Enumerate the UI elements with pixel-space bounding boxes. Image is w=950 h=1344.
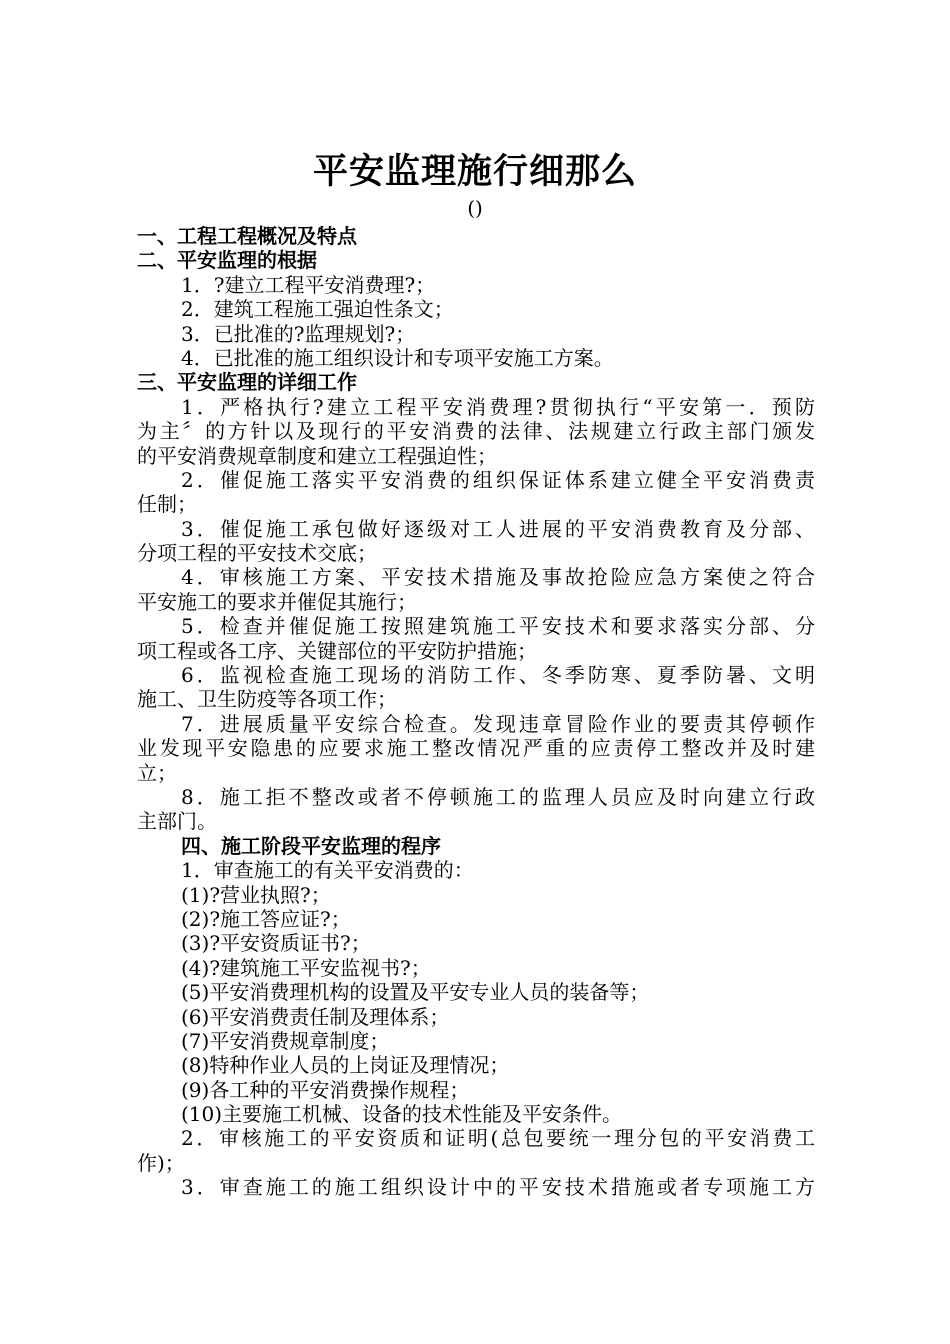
paragraph-line: 5．检查并催促施工按照建筑施工平安技术和要求落实分部、分 — [181, 614, 815, 639]
paragraph-line: 任制； — [137, 492, 197, 517]
procedure-line: 2．审核施工的平安资质和证明(总包要统一理分包的平安消费工 — [181, 1126, 815, 1151]
document-title: 平安监理施行细那么 — [312, 151, 637, 192]
review-item: (6)平安消费责任制及理体系； — [181, 1004, 450, 1029]
review-item: (8)特种作业人员的上岗证及理情况； — [181, 1053, 510, 1078]
review-item: (10)主要施工机械、设备的技术性能及平安条件。 — [181, 1102, 623, 1127]
section-heading-1: 一、工程工程概况及特点 — [137, 224, 357, 248]
paragraph-line: 4．审核施工方案、平安技术措施及事故抢险应急方案使之符合 — [181, 565, 815, 590]
paragraph-line: 施工、卫生防疫等各项工作； — [137, 687, 397, 712]
section-heading-4: 四、施工阶段平安监理的程序 — [181, 833, 441, 858]
review-item: (5)平安消费理机构的设置及平安专业人员的装备等； — [181, 980, 650, 1005]
procedure-line: 1．审查施工的有关平安消费的： — [181, 858, 474, 883]
paragraph-line: 1．严格执行?建立工程平安消费理?贯彻执行“平安第一．预防 — [181, 394, 815, 419]
paragraph-line: 2．催促施工落实平安消费的组织保证体系建立健全平安消费责 — [181, 467, 815, 492]
document-subtitle: () — [467, 196, 483, 220]
procedure-line: 作)； — [137, 1150, 185, 1175]
paragraph-line: 6．监视检查施工现场的消防工作、冬季防寒、夏季防暑、文明 — [181, 663, 815, 688]
paragraph-line: 分项工程的平安技术交底； — [137, 541, 377, 566]
review-item: (7)平安消费规章制度； — [181, 1028, 390, 1053]
paragraph-line: 项工程或各工序、关键部位的平安防护措施； — [137, 638, 537, 663]
paragraph-line: 8．施工拒不整改或者不停顿施工的监理人员应及时向建立行政 — [181, 784, 815, 809]
review-item: (2)?施工答应证?； — [181, 906, 351, 931]
paragraph-line: 立； — [137, 760, 177, 785]
paragraph-line: 7．进展质量平安综合检查。发现违章冒险作业的要责其停顿作 — [181, 711, 815, 736]
section-heading-3: 三、平安监理的详细工作 — [137, 370, 357, 395]
basis-item-3: 3．已批准的?监理规划?； — [181, 321, 416, 346]
review-item: (1)?营业执照?； — [181, 882, 331, 907]
document-body — [137, 224, 815, 1200]
review-item: (9)各工种的平安消费操作规程； — [181, 1077, 470, 1102]
section-heading-2: 二、平安监理的根据 — [137, 248, 317, 273]
paragraph-line: 主部门。 — [137, 809, 217, 834]
paragraph-line: 的平安消费规章制度和建立工程强迫性； — [137, 443, 497, 468]
review-item: (4)?建筑施工平安监视书?； — [181, 955, 431, 980]
paragraph-line: 平安施工的要求并催促其施行； — [137, 589, 417, 614]
review-item: (3)?平安资质证书?； — [181, 931, 371, 956]
basis-item-4: 4．已批准的施工组织设计和专项平安施工方案。 — [181, 345, 614, 370]
procedure-line: 3．审查施工的施工组织设计中的平安技术措施或者专项施工方 — [181, 1175, 815, 1200]
paragraph-line: 3．催促施工承包做好逐级对工人进展的平安消费教育及分部、 — [181, 516, 815, 541]
paragraph-line: 业发现平安隐患的应要求施工整改情况严重的应责停工整改并及时建 — [137, 736, 815, 761]
basis-item-1: 1．?建立工程平安消费理?； — [181, 272, 436, 297]
basis-item-2: 2．建筑工程施工强迫性条文； — [181, 297, 454, 322]
paragraph-line: 为主〞的方针以及现行的平安消费的法律、法规建立行政主部门颁发 — [137, 419, 815, 444]
